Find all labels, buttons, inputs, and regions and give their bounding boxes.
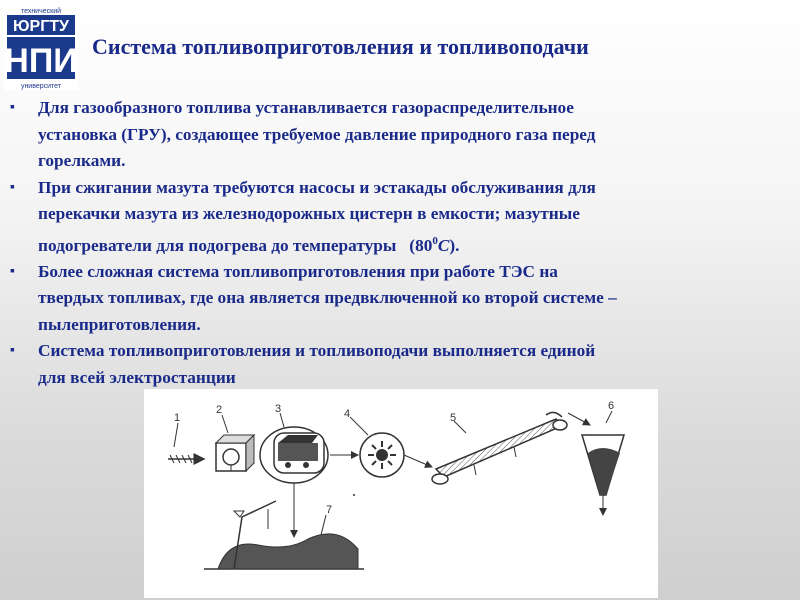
item-6-bunker (582, 400, 624, 515)
slide-title: Система топливоприготовления и топливоподачи (92, 34, 589, 59)
label-4: 4 (344, 408, 351, 420)
item-3-drum (260, 403, 328, 537)
bullet-item: ▪ При сжигании мазута требуются насосы и эстакады обслуживания для перекачки мазута из железнодорожных цистерн в емкости; мазутные подогреватели для подогрева до температуры $(80^0С)$. (8, 175, 793, 259)
item-2-unloader (216, 404, 254, 471)
logo-brand-bottom: НПИ (4, 42, 78, 80)
label-1: 1 (174, 412, 181, 424)
label-6: 6 (608, 400, 615, 412)
bullet-icon: ▪ (10, 343, 15, 359)
item-1-feed (168, 412, 204, 463)
label-7: 7 (326, 504, 333, 516)
label-5: 5 (450, 412, 457, 424)
celsius-unit: С (437, 235, 450, 255)
item-5-conveyor (432, 412, 567, 484)
logo-brand-top: ЮРГТУ (13, 18, 69, 35)
bullet-item: ▪ Для газообразного топлива устанавливается газораспределительное установка (ГРУ), создающее требуемое давление природного газа перед горелками. (8, 95, 793, 175)
label-2: 2 (216, 404, 223, 416)
item-4-crusher (344, 408, 404, 477)
bullet-list (8, 95, 793, 391)
logo-bottom-text: университет (20, 83, 62, 90)
item-7-coal-storage (204, 501, 364, 569)
fuel-supply-diagram (144, 389, 658, 598)
bullet-icon: ▪ (10, 263, 15, 279)
logo-top-text: технический (20, 8, 62, 15)
bullet-item: ▪ Более сложная система топливоприготовления при работе ТЭС на твердых топливах, где она является предвключенной ко второй системе – пылеприготовления. (8, 259, 793, 339)
university-logo (4, 4, 78, 90)
bullet-icon: ▪ (10, 100, 15, 115)
label-3: 3 (275, 403, 282, 415)
degree-superscript: 0 (432, 234, 438, 247)
bullet-item: ▪ Система топливоприготовления и топливоподачи выполняется единой для всей электростанции (8, 338, 793, 391)
bullet-icon: ▪ (10, 179, 15, 195)
